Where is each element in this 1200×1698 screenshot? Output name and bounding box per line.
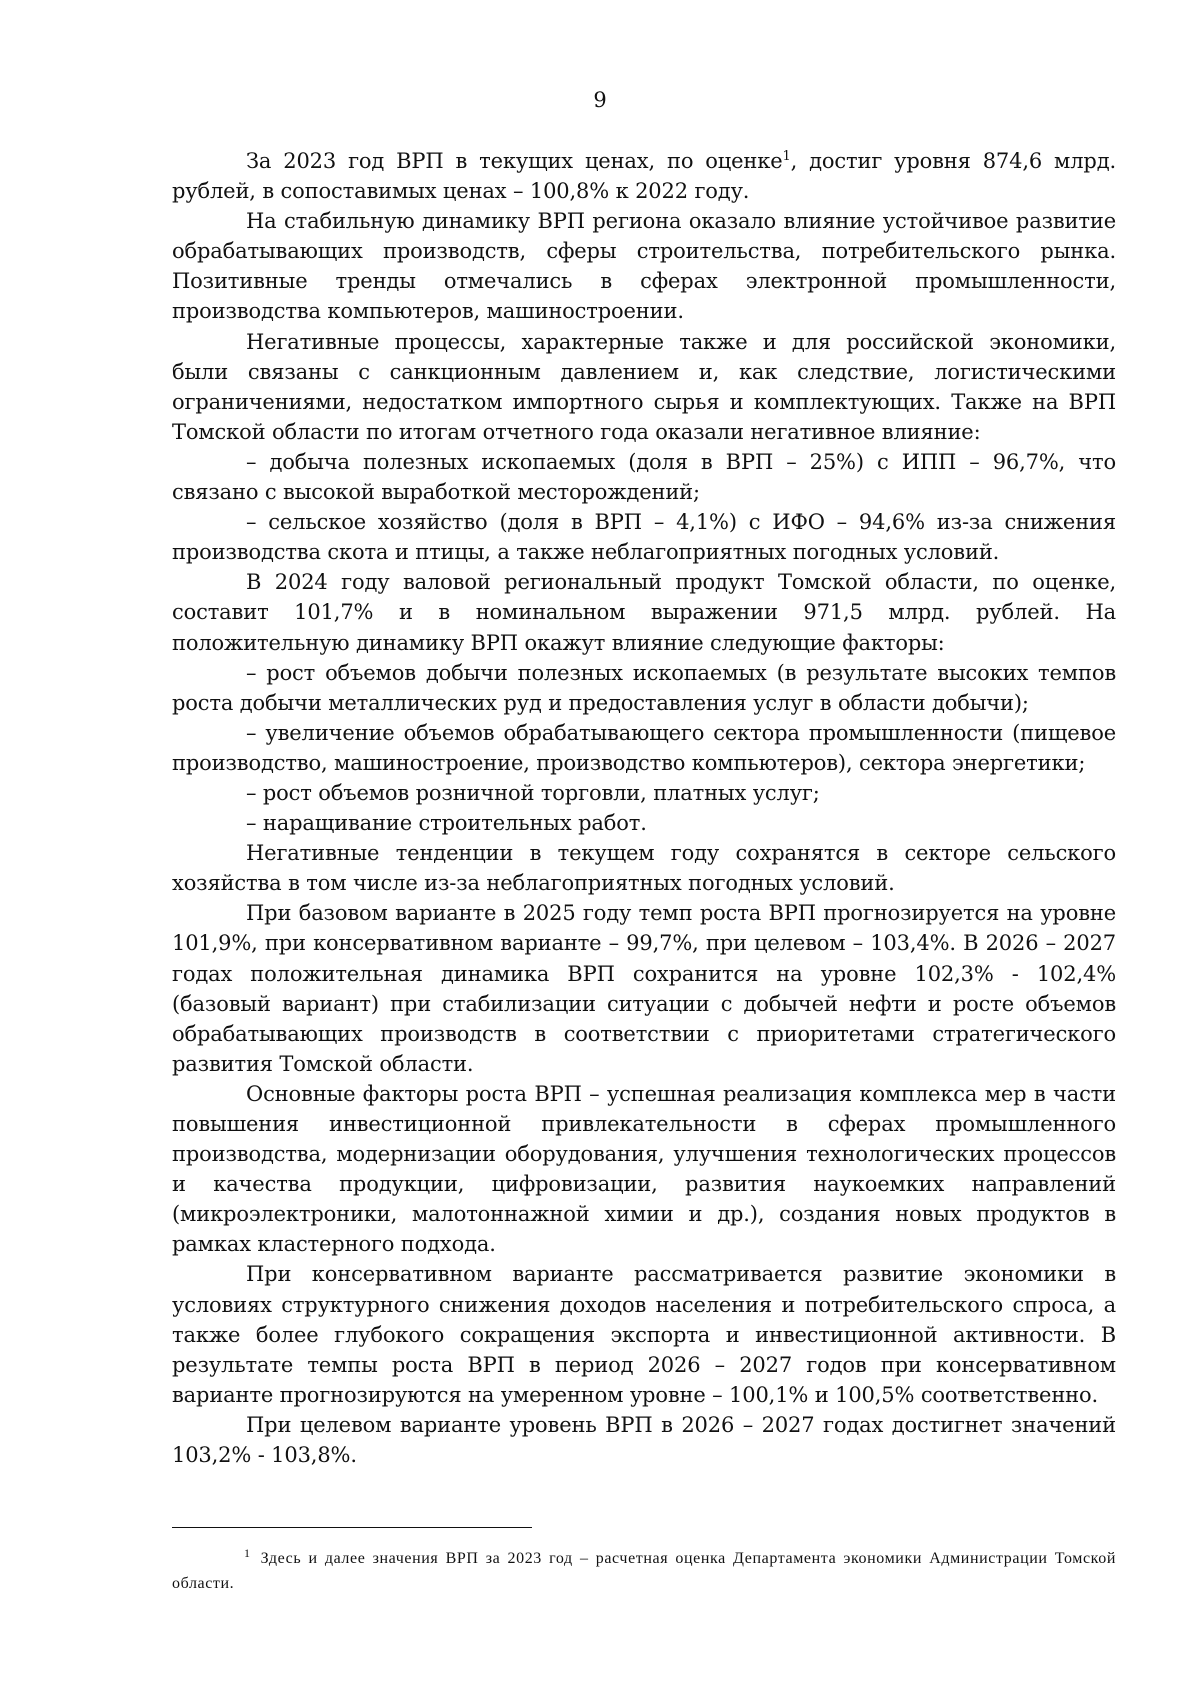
list-item: – наращивание строительных работ. <box>246 811 647 836</box>
footnote-marker: 1 <box>244 1545 251 1560</box>
paragraph <box>172 146 1116 206</box>
paragraph: При базовом варианте в 2025 году темп роста ВРП прогнозируется на уровне 101,9%, при консервативном варианте – 99,7%, при целевом – 103,4%. В 2026 – 2027 годах положительная динамика ВРП сохранится на уровне 102,3% - 102,4% (базовый вариант) при стабилизации ситуации с добычей нефти и росте объемов обрабатывающих производств в соответствии с приоритетами стратегического развития Томской области. <box>172 901 1116 1076</box>
list-item: – рост объемов добычи полезных ископаемых (в результате высоких темпов роста добычи металлических руд и предоставления услуг в области добычи); <box>172 660 1116 715</box>
page-number: 9 <box>593 88 607 112</box>
paragraph-text-tail: , достиг уровня 874,6 млрд. рублей, в сопоставимых ценах – 100,8% к 2022 году. <box>172 149 1116 204</box>
footnote-text: Здесь и далее значения ВРП за 2023 год – расчетная оценка Департамента экономики Администрации Томской области. <box>172 1550 1116 1592</box>
footnote-reference[interactable]: 1 <box>782 149 791 164</box>
paragraph: В 2024 году валовой региональный продукт Томской области, по оценке, составит 101,7% и в номинальном выражении 971,5 млрд. рублей. На положительную динамику ВРП окажут влияние следующие факторы: <box>172 570 1116 655</box>
paragraph: На стабильную динамику ВРП региона оказало влияние устойчивое развитие обрабатывающих производств, сферы строительства, потребительского рынка. Позитивные тренды отмечались в сферах электронной промышленности, производства компьютеров, машиностроении. <box>172 209 1116 324</box>
paragraph: При консервативном варианте рассматривается развитие экономики в условиях структурного снижения доходов населения и потребительского спроса, а также более глубокого сокращения экспорта и инвестиционной активности. В результате темпы роста ВРП в период 2026 – 2027 годов при консервативном варианте прогнозируются на умеренном уровне – 100,1% и 100,5% соответственно. <box>172 1262 1116 1407</box>
footnote-separator <box>172 1527 532 1528</box>
paragraph: Негативные процессы, характерные также и для российской экономики, были связаны с санкционным давлением и, как следствие, логистическими ограничениями, недостатком импортного сырья и комплектующих. Также на ВРП Томской области по итогам отчетного года оказали негативное влияние: <box>172 329 1116 444</box>
list-item: – сельское хозяйство (доля в ВРП – 4,1%) с ИФО – 94,6% из-за снижения производства скота и птицы, а также неблагоприятных погодных условий. <box>172 510 1116 565</box>
paragraph: Основные факторы роста ВРП – успешная реализация комплекса мер в части повышения инвестиционной привлекательности в сферах промышленного производства, модернизации оборудования, улучшения технологических процессов и качества продукции, цифровизации, развития наукоемких направлений (микроэлектроники, малотоннажной химии и др.), создания новых продуктов в рамках кластерного подхода. <box>172 1081 1116 1257</box>
paragraph: Негативные тенденции в текущем году сохранятся в секторе сельского хозяйства в том числе из-за неблагоприятных погодных условий. <box>172 841 1116 896</box>
body-text <box>172 146 1116 1470</box>
footnote <box>172 1546 1116 1596</box>
list-item: – рост объемов розничной торговли, платных услуг; <box>246 780 820 805</box>
list-item: – увеличение объемов обрабатывающего сектора промышленности (пищевое производство, машиностроение, производство компьютеров), сектора энергетики; <box>172 720 1116 775</box>
footnote-paragraph <box>172 1546 1116 1596</box>
paragraph: При целевом варианте уровень ВРП в 2026 – 2027 годах достигнет значений 103,2% - 103,8%. <box>172 1412 1116 1468</box>
paragraph-text: За 2023 год ВРП в текущих ценах, по оценке <box>246 149 783 173</box>
list-item: – добыча полезных ископаемых (доля в ВРП – 25%) с ИПП – 96,7%, что связано с высокой выработкой месторождений; <box>172 449 1116 505</box>
